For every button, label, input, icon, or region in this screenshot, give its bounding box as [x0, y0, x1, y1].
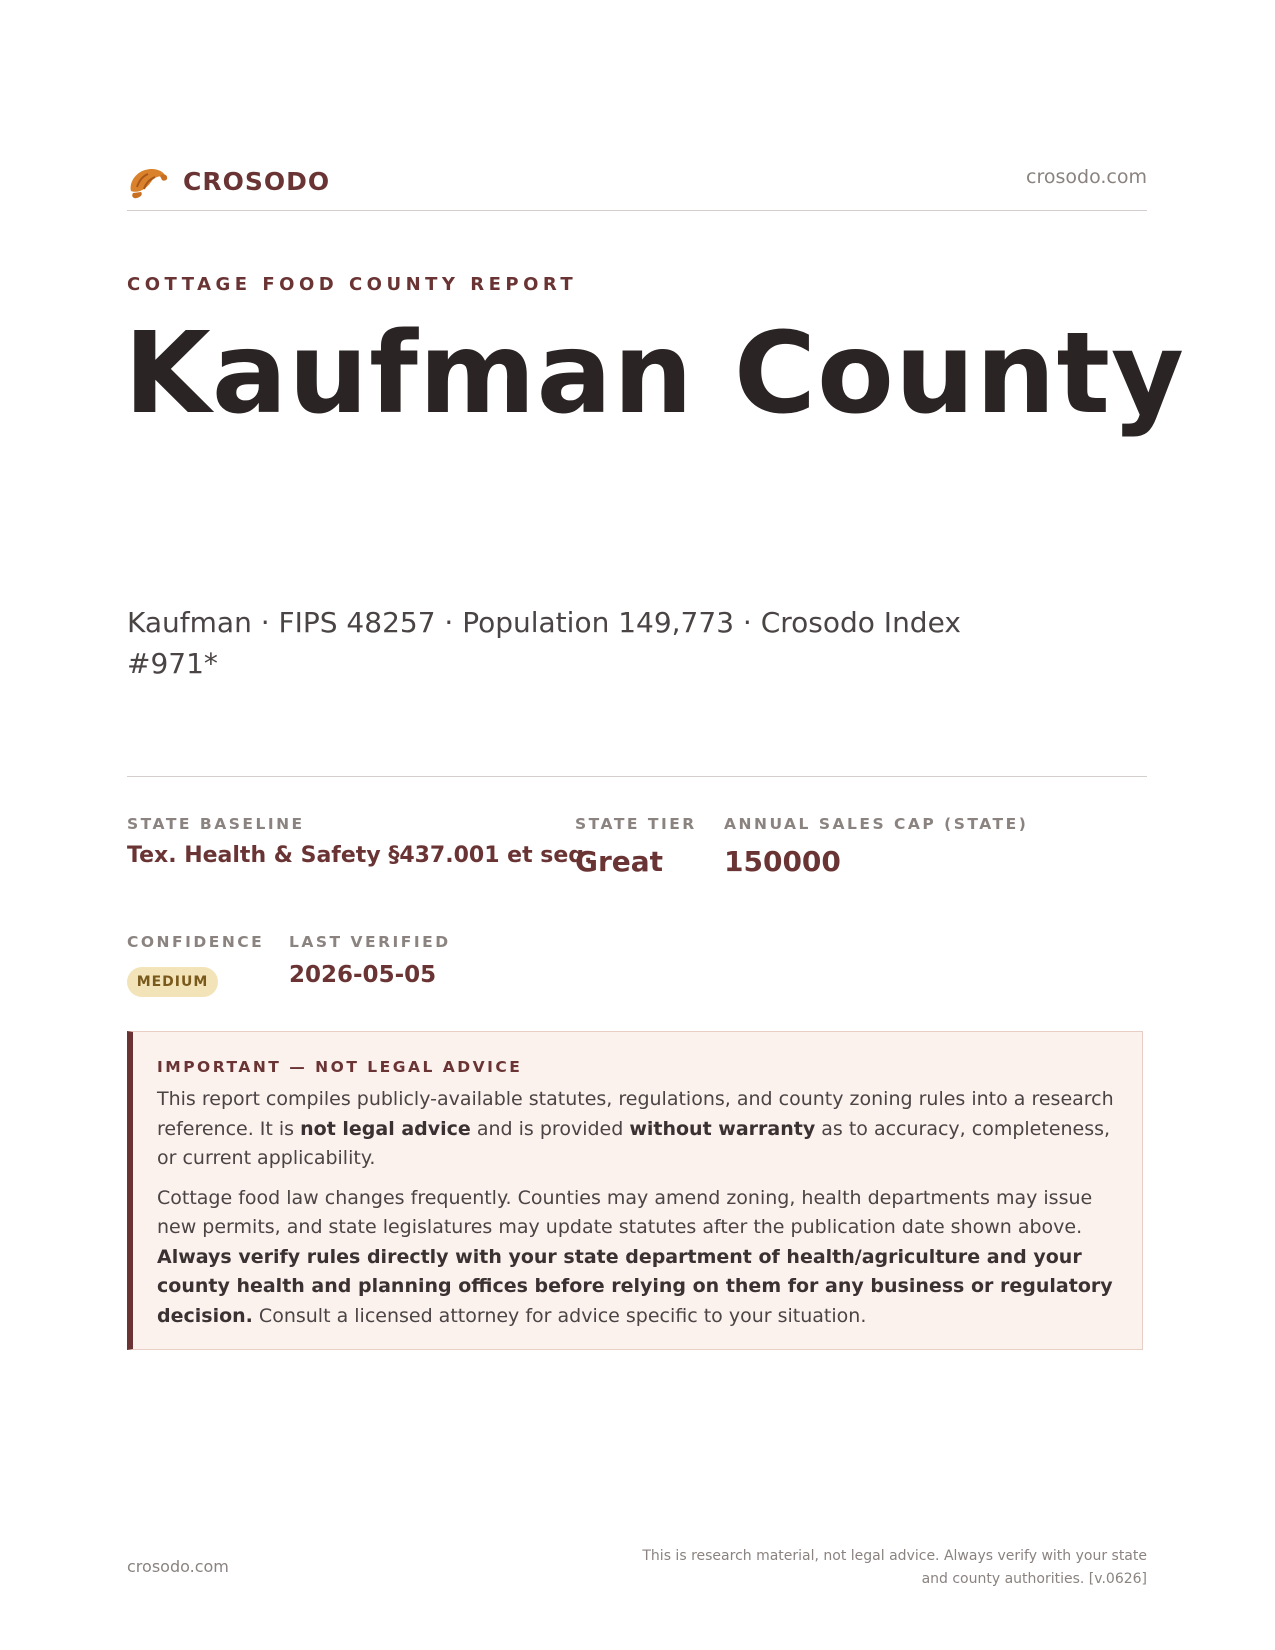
- state-baseline-value: Tex. Health & Safety §437.001 et seq.: [127, 843, 593, 868]
- confidence-badge: MEDIUM: [127, 967, 218, 997]
- state-tier-value: Great: [575, 845, 664, 878]
- notice-text: This report compiles publicly-available statutes, regulations, and county zoning rules into a research reference. It is: [157, 1088, 1114, 1140]
- notice-title: IMPORTANT — NOT LEGAL ADVICE: [157, 1058, 523, 1076]
- page-title: Kaufman County: [124, 309, 1185, 439]
- site-url[interactable]: crosodo.com: [1026, 166, 1147, 188]
- report-eyebrow: COTTAGE FOOD COUNTY REPORT: [127, 274, 578, 295]
- croissant-icon: [127, 161, 169, 201]
- county-summary: Kaufman · FIPS 48257 · Population 149,773 · Crosodo Index #971*: [127, 606, 961, 680]
- last-verified-label: LAST VERIFIED: [289, 933, 451, 951]
- state-baseline-label-visible: STATE BASELINE: [127, 815, 305, 833]
- confidence-label: CONFIDENCE: [127, 933, 265, 951]
- brand-name: CROSODO: [183, 166, 331, 196]
- notice-emphasis: without warranty: [629, 1117, 816, 1140]
- footer-site[interactable]: crosodo.com: [127, 1557, 229, 1576]
- report-page: [124, 0, 1185, 1650]
- footer-disclaimer: This is research material, not legal advice. Always verify with your state and county authorities. [v.0626]: [642, 1548, 1147, 1587]
- notice-text: as to accuracy, completeness, or current applicability.: [157, 1117, 1111, 1169]
- state-tier-label: STATE TIER: [575, 815, 697, 833]
- notice-text: Consult a licensed attorney for advice specific to your situation.: [252, 1304, 867, 1327]
- last-verified-value: 2026-05-05: [289, 962, 437, 988]
- notice-paragraph-1: [157, 1085, 1122, 1174]
- notice-emphasis: Always verify rules directly with your state department of health/agriculture and your county health and planning offices before relying on them for any business or regulatory decision.: [157, 1245, 1113, 1327]
- notice-emphasis: not legal advice: [300, 1117, 471, 1140]
- notice-paragraph-2: [157, 1184, 1122, 1332]
- sales-cap-value: 150000: [724, 845, 841, 878]
- notice-text: and is provided: [470, 1117, 630, 1140]
- legal-notice: [127, 1031, 1143, 1350]
- divider: [127, 776, 1147, 777]
- notice-text: Cottage food law changes frequently. Counties may amend zoning, health departments may issue new permits, and state legislatures may update statutes after the publication date shown above.: [157, 1186, 1093, 1238]
- brand-logo[interactable]: [127, 161, 330, 201]
- notice-body: [157, 1085, 1122, 1341]
- sales-cap-label: ANNUAL SALES CAP (STATE): [724, 815, 1029, 833]
- page-header: [127, 158, 1147, 211]
